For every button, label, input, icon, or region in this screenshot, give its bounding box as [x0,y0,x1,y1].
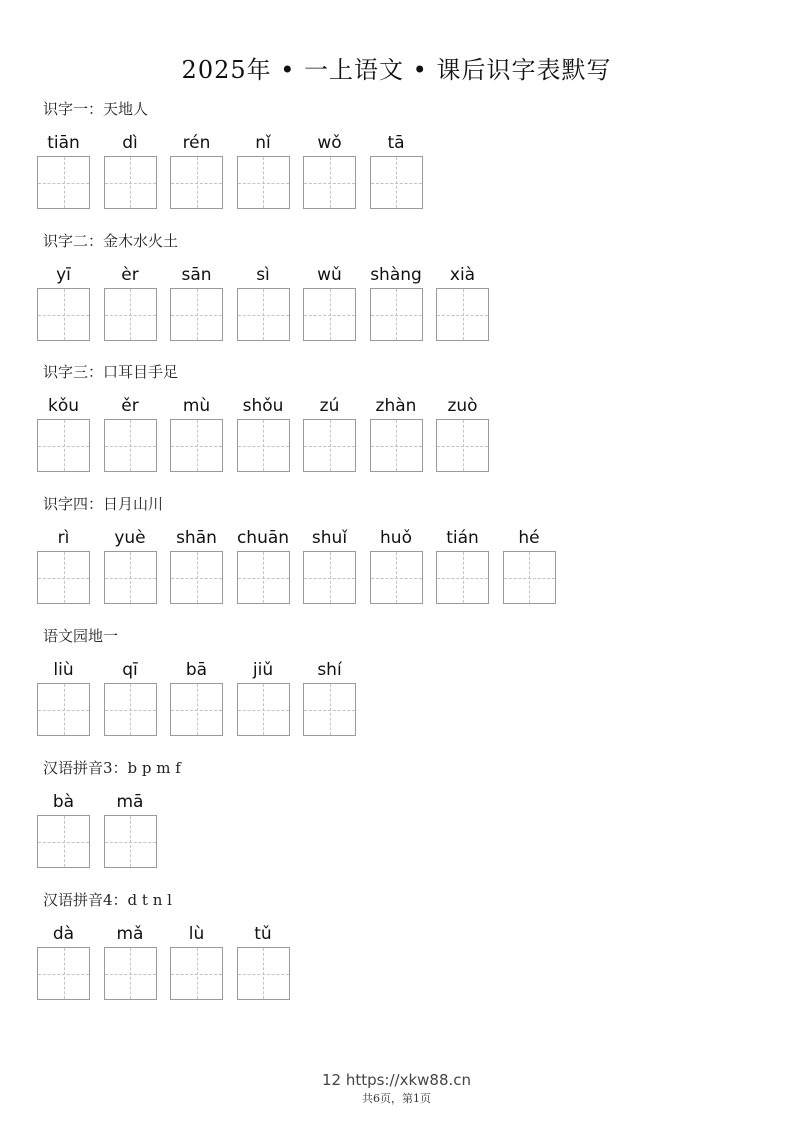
pinyin-label: wǒ [317,133,342,153]
section-heading: 汉语拼音3：b p m f [43,759,181,777]
tianzige-box [170,551,223,604]
tianzige-box [436,288,489,341]
tianzige-box [303,288,356,341]
section-heading: 汉语拼音4：d t n l [43,891,172,909]
tianzige-box [170,683,223,736]
tianzige-box [237,551,290,604]
tianzige-box [170,288,223,341]
section-shizi-3 [37,361,757,476]
pinyin-label: èr [121,265,139,285]
pinyin-label: shàng [370,265,422,285]
tianzige-box [303,156,356,209]
pinyin-label: tǔ [254,924,272,944]
pinyin-label: huǒ [380,528,412,548]
section-heading: 识字一：天地人 [43,100,149,118]
tianzige-box [104,947,157,1000]
tianzige-box [370,551,423,604]
page-title: 2025年 • 一上语文 • 课后识字表默写 [181,56,612,84]
pinyin-label: mǎ [116,924,144,944]
tianzige-box [303,551,356,604]
tianzige-box [370,156,423,209]
pinyin-label: zhàn [375,396,417,416]
tianzige-box [37,288,90,341]
pinyin-label: tián [446,528,479,548]
tianzige-box [104,419,157,472]
tianzige-box [37,815,90,868]
section-heading: 识字四：日月山川 [43,495,164,513]
pinyin-label: wǔ [317,265,342,285]
pinyin-label: rì [57,528,70,548]
tianzige-box [370,419,423,472]
pinyin-label: shān [176,528,217,548]
footer-page-info: 共6页，第1页 [362,1092,431,1105]
pinyin-label: bà [52,792,75,812]
tianzige-box [436,551,489,604]
pinyin-label: nǐ [255,133,271,153]
section-shizi-4 [37,493,757,608]
pinyin-label: yuè [114,528,146,548]
section-heading: 语文园地一 [43,627,119,645]
tianzige-box [370,288,423,341]
pinyin-label: mù [182,396,211,416]
tianzige-box [104,156,157,209]
tianzige-box [104,815,157,868]
section-pinyin-3 [37,757,757,872]
tianzige-box [436,419,489,472]
tianzige-box [37,551,90,604]
section-shizi-1 [37,98,757,213]
footer-site-url: 12 https://xkw88.cn [321,1071,472,1089]
tianzige-box [237,683,290,736]
pinyin-label: ěr [121,396,139,416]
pinyin-label: dì [122,133,138,153]
tianzige-box [303,419,356,472]
pinyin-label: qī [122,660,138,680]
pinyin-label: liù [53,660,74,680]
tianzige-box [237,156,290,209]
section-heading: 识字二：金木水火土 [43,232,179,250]
tianzige-box [237,947,290,1000]
pinyin-label: shí [317,660,342,680]
tianzige-box [104,551,157,604]
section-shizi-2 [37,230,757,345]
pinyin-label: jiǔ [252,660,274,680]
pinyin-label: tā [387,133,405,153]
pinyin-label: zuò [447,396,478,416]
tianzige-box [104,683,157,736]
pinyin-label: bā [185,660,208,680]
pinyin-label: rén [182,133,211,153]
pinyin-label: sān [181,265,212,285]
pinyin-label: yī [56,265,71,285]
pinyin-label: tiān [47,133,80,153]
tianzige-box [170,156,223,209]
tianzige-box [303,683,356,736]
pinyin-label: mā [116,792,144,812]
section-yuwen-yuandi-1 [37,625,757,740]
pinyin-label: zú [319,396,340,416]
pinyin-label: sì [256,265,270,285]
tianzige-box [170,419,223,472]
section-pinyin-4 [37,889,757,1004]
tianzige-box [170,947,223,1000]
tianzige-box [104,288,157,341]
pinyin-label: kǒu [47,396,80,416]
pinyin-label: lù [188,924,205,944]
pinyin-label: dà [52,924,75,944]
tianzige-box [237,288,290,341]
pinyin-label: hé [518,528,540,548]
pinyin-label: shǒu [242,396,284,416]
pinyin-label: xià [449,265,476,285]
tianzige-box [37,419,90,472]
pinyin-label: chuān [236,528,290,548]
tianzige-box [37,947,90,1000]
tianzige-box [503,551,556,604]
tianzige-box [37,156,90,209]
tianzige-box [37,683,90,736]
pinyin-label: shuǐ [311,528,348,548]
tianzige-box [237,419,290,472]
section-heading: 识字三：口耳目手足 [43,363,179,381]
